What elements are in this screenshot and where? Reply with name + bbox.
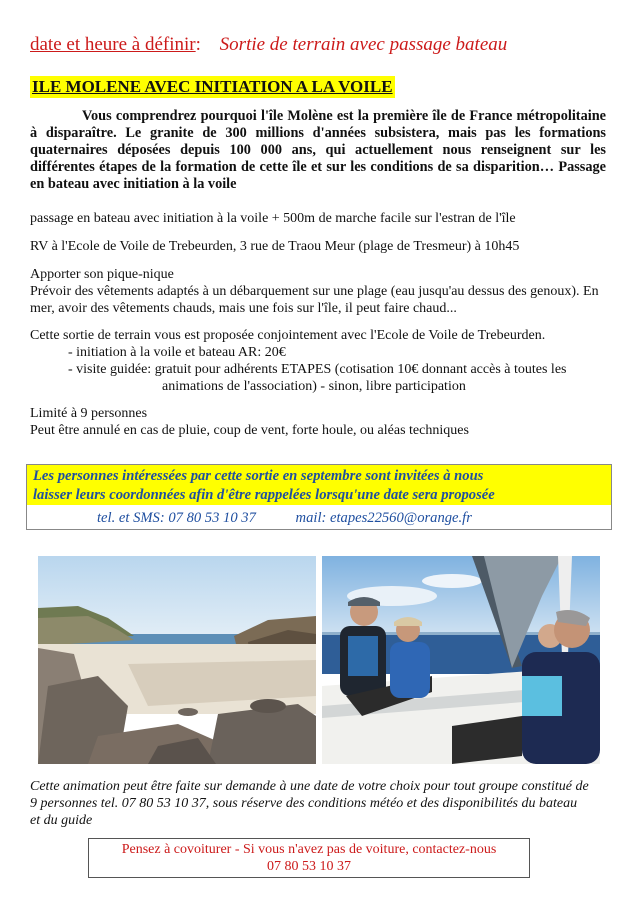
page-header xyxy=(30,34,507,56)
header-colon: : xyxy=(195,34,201,55)
date-label: date et heure à définir xyxy=(30,34,196,55)
beach-photo xyxy=(38,556,316,764)
carpool-text: Pensez à covoiturer - Si vous n'avez pas de voiture, contactez-nous xyxy=(121,842,497,857)
carpool-box xyxy=(88,838,530,878)
clothing-text: Prévoir des vêtements adaptés à un débarquement sur une plage (eau jusqu'au dessus des genoux). En mer, avoir des vêtements chauds, mais une fois sur l'île, il peut faire chaud... xyxy=(30,284,599,316)
pricing-block xyxy=(30,327,610,395)
carpool-phone: 07 80 53 10 37 xyxy=(267,859,351,874)
passage-text: passage en bateau avec initiation à la voile + 500m de marche facile sur l'estran de l'île xyxy=(30,211,516,226)
sailing-photo xyxy=(322,556,600,764)
equipment-block xyxy=(30,266,610,317)
price-sailing: - initiation à la voile et bateau AR: 20€ xyxy=(68,345,286,360)
rdv-text: RV à l'Ecole de Voile de Trebeurden, 3 rue de Traou Meur (plage de Tresmeur) à 10h45 xyxy=(30,239,520,254)
phone-label: tel. et SMS: 07 80 53 10 37 xyxy=(97,510,256,526)
joint-text: Cette sortie de terrain vous est proposée conjointement avec l'Ecole de Voile de Trebeurden. xyxy=(30,328,546,343)
contact-line-2: laisser leurs coordonnées afin d'être rappelées lorsqu'une date sera proposée xyxy=(33,487,495,503)
price-guided-visit-cont: animations de l'association) - sinon, libre participation xyxy=(162,379,466,394)
contact-line-1: Les personnes intéressées par cette sortie en septembre sont invitées à nous xyxy=(33,468,484,484)
price-guided-visit: - visite guidée: gratuit pour adhérents ETAPES (cotisation 10€ donnant accès à toutes les xyxy=(68,362,567,377)
intro-paragraph: Vous comprendrez pourquoi l'île Molène est la première île de France métropolitaine à disparaître. Le granite de 300 millions d'années subsistera, mais pas les formations quaternaires déposées depuis 100 000 ans, qui actuellement nous renseignent sur les différentes étapes de la formation de cette île et sur les conditions de sa disparition… Passage en bateau avec initiation à la voile xyxy=(30,108,606,192)
outing-title: Sortie de terrain avec passage bateau xyxy=(219,34,508,55)
contact-box xyxy=(26,464,612,530)
on-demand-note: Cette animation peut être faite sur demande à une date de votre choix pour tout groupe constitué de 9 personnes tel. 07 80 53 10 37, sous réserve des conditions météo et des disponibilités du bateau et du guide xyxy=(30,779,589,828)
event-banner: ILE MOLENE AVEC INITIATION A LA VOILE xyxy=(32,77,393,96)
cancel-text: Peut être annulé en cas de pluie, coup de vent, forte houle, ou aléas techniques xyxy=(30,423,469,438)
limit-text: Limité à 9 personnes xyxy=(30,406,148,421)
email-link[interactable]: mail: etapes22560@orange.fr xyxy=(295,510,472,526)
conditions-block xyxy=(30,405,610,439)
picnic-text: Apporter son pique-nique xyxy=(30,267,174,282)
contact-details xyxy=(97,510,472,527)
